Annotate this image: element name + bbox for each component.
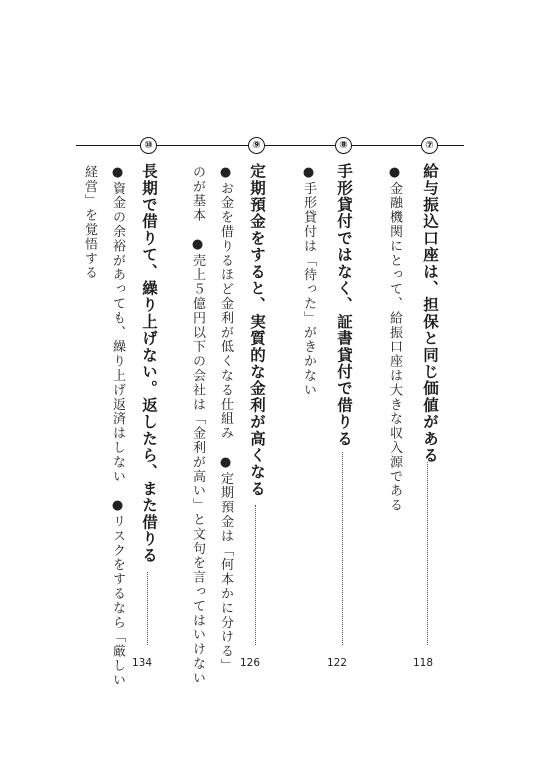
- summary-line: ●資金の余裕があっても、繰り上げ返済はしない ●リスクをするなら「厳しい: [110, 165, 125, 688]
- page-number: 134: [132, 657, 153, 669]
- leader-dots: [342, 452, 343, 645]
- page-number: 122: [327, 657, 348, 669]
- summary-line: のが基本 ●売上５億円以下の会社は「金利が高い」と文句を言ってはいけない: [190, 165, 205, 686]
- header-rule: [76, 145, 464, 146]
- leader-dots: [147, 572, 148, 645]
- page-number: 126: [240, 657, 261, 669]
- leader-dots: [427, 462, 428, 645]
- summary-line: 経営」を覚悟する: [82, 165, 97, 281]
- section-title[interactable]: 手形貸付ではなく、証書貸付で借りる: [335, 163, 353, 447]
- section-number-badge: ⑦: [421, 137, 438, 154]
- summary-line: ●お金を借りるほど金利が低くなる仕組み ●定期預金は「何本かに分ける」: [218, 165, 233, 673]
- summary-line: ●手形貸付は「待った」がきかない: [301, 165, 316, 398]
- section-number-badge: ⑧: [335, 137, 352, 154]
- page-number: 118: [413, 657, 434, 669]
- section-title[interactable]: 長期で借りて、繰り上げない。返したら、また借りる: [140, 163, 158, 564]
- section-title[interactable]: 定期預金をすると、実質的な金利が高くなる: [248, 163, 266, 497]
- section-title[interactable]: 給与振込口座は、担保と同じ価値がある: [421, 163, 439, 464]
- leader-dots: [255, 505, 256, 645]
- summary-line: ●金融機関にとって、給振口座は大きな収入源である: [387, 165, 402, 513]
- section-number-badge: ⑩: [140, 137, 157, 154]
- section-number-badge: ⑨: [248, 137, 265, 154]
